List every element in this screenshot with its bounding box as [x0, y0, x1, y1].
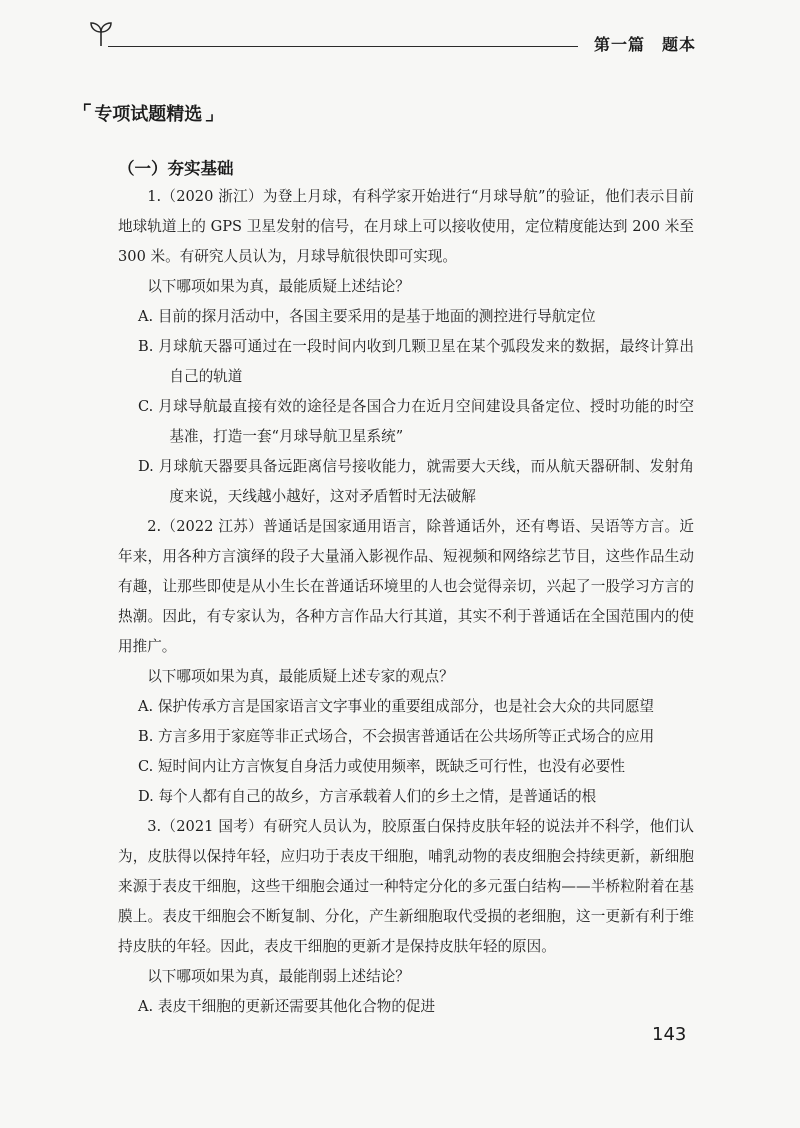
- question-2-option-a: A. 保护传承方言是国家语言文字事业的重要组成部分，也是社会大众的共同愿望: [138, 698, 655, 715]
- question-3-stem: 3.（2021 国考）有研究人员认为，胶原蛋白保持皮肤年轻的说法并不科学，他们认为，皮肤得以保持年轻，应归功于表皮干细胞，哺乳动物的表皮细胞会持续更新，新细胞来源于表皮干细胞，这些干细胞会通过一种特定分化的多元蛋白结构——半桥粒附着在基膜上。表皮干细胞会不断复制、分化，产生新细胞取代受损的老细胞，这一更新有利于维持皮肤的年轻。因此，表皮干细胞的更新才是保持皮肤年轻的原因。: [118, 818, 694, 955]
- page-header: [0, 0, 800, 60]
- question-1-option-c: C. 月球导航最直接有效的途径是各国合力在近月空间建设具备定位、授时功能的时空基准，打造一套“月球导航卫星系统”: [138, 398, 694, 445]
- sprout-icon: [86, 20, 116, 48]
- header-rule: [108, 46, 578, 47]
- subsection-title: （一）夯实基础: [118, 159, 234, 178]
- question-2-ask: 以下哪项如果为真，最能质疑上述专家的观点？: [147, 668, 454, 685]
- question-2-stem: 2.（2022 江苏）普通话是国家通用语言，除普通话外，还有粤语、吴语等方言。近年来，用各种方言演绎的段子大量涌入影视作品、短视频和网络综艺节目，这些作品生动有趣，让那些即使是从小生长在普通话环境里的人也会觉得亲切，兴起了一股学习方言的热潮。因此，有专家认为，各种方言作品大行其道，其实不利于普通话在全国范围内的使用推广。: [118, 518, 694, 655]
- question-2-option-c: C. 短时间内让方言恢复自身活力或使用频率，既缺乏可行性，也没有必要性: [138, 758, 625, 775]
- question-1-option-d: D. 月球航天器要具备远距离信号接收能力，就需要大天线，而从航天器研制、发射角度来说，天线越小越好，这对矛盾暂时无法破解: [138, 458, 694, 505]
- page-number: 143: [652, 1024, 687, 1045]
- question-3-option-a: A. 表皮干细胞的更新还需要其他化合物的促进: [138, 998, 436, 1015]
- question-1-option-b: B. 月球航天器可通过在一段时间内收到几颗卫星在某个弧段发来的数据，最终计算出自己的轨道: [138, 338, 694, 385]
- question-2-option-d: D. 每个人都有自己的故乡，方言承载着人们的乡土之情，是普通话的根: [138, 788, 597, 805]
- question-2-option-b: B. 方言多用于家庭等非正式场合，不会损害普通话在公共场所等正式场合的应用: [138, 728, 655, 745]
- close-bracket: ⌟: [204, 100, 215, 126]
- question-3-ask: 以下哪项如果为真，最能削弱上述结论？: [147, 968, 410, 985]
- section-title-text: 专项试题精选: [94, 104, 203, 125]
- question-list: [118, 182, 694, 1022]
- question-1-ask: 以下哪项如果为真，最能质疑上述结论？: [147, 278, 410, 295]
- question-1-stem: 1.（2020 浙江）为登上月球，有科学家开始进行“月球导航”的验证，他们表示目前地球轨道上的 GPS 卫星发射的信号，在月球上可以接收使用，定位精度能达到 200 米至 300 米。有研究人员认为，月球导航很快即可实现。: [118, 188, 694, 265]
- open-bracket: ⌜: [82, 100, 93, 126]
- section-title: [80, 100, 217, 126]
- question-1-option-a: A. 目前的探月活动中，各国主要采用的是基于地面的测控进行导航定位: [138, 308, 596, 325]
- header-title: 第一篇 题本: [594, 35, 697, 54]
